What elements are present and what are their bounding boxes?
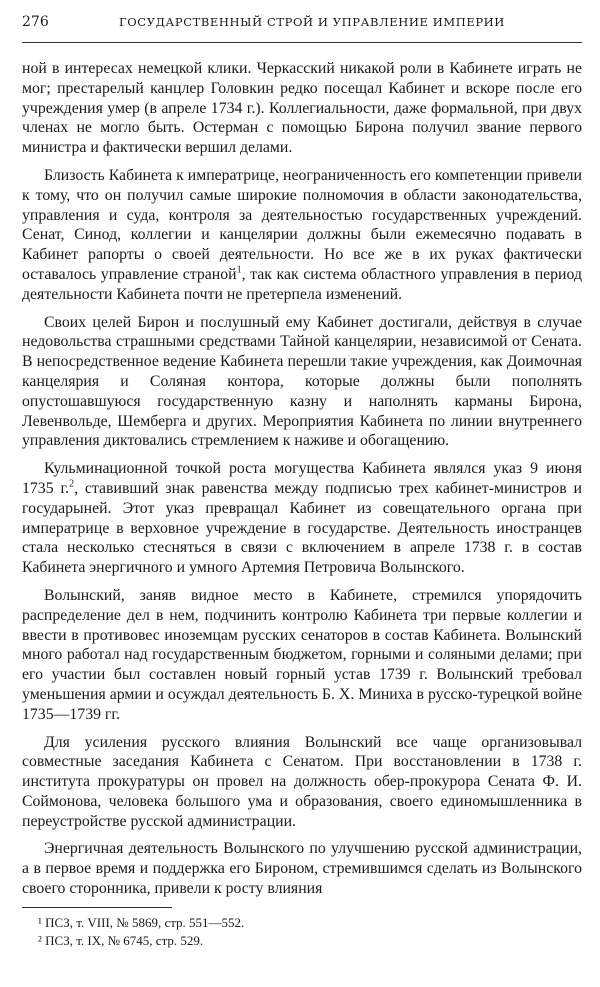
- footnote-reference-2[interactable]: 2: [69, 478, 75, 490]
- running-title: ГОСУДАРСТВЕННЫЙ СТРОЙ И УПРАВЛЕНИЕ ИМПЕРИИ: [119, 15, 505, 29]
- paragraph-volynsky-work: Волынский, заняв видное место в Кабинете, стремился упорядочить распределение дел в нем, подчинить контролю Кабинета три первые коллегии и ввести в противовес иноземцам русских сенаторов в состав Кабинета. Волынский много работал над государственным бюджетом, горными и соляными делами; при его участии был составлен новый горный устав 1739 г. Волынский требовал уменьшения армии и осуждал деятельность Б. Х. Миниха в русско-турецкой войне 1735—1739 гг.: [22, 586, 582, 723]
- running-head: [22, 14, 582, 43]
- paragraph-cabinet-powers: [22, 166, 582, 305]
- footnotes: [22, 914, 582, 950]
- paragraph-decree-1735: [22, 459, 582, 578]
- page-number: 276: [22, 14, 49, 30]
- footnote-2: ² ПСЗ, т. IX, № 6745, стр. 529.: [38, 932, 204, 948]
- paragraph-biron-goals: Своих целей Бирон и послушный ему Кабинет достигали, действуя в случае недовольства страшными средствами Тайной канцелярии, независимой от Сената. В непосредственное ведение Кабинета перешли такие учреждения, как Доимочная канцелярия и Соляная контора, которые должны были пополнять опустошавшуюся государственную казну и наполнять карманы Бирона, Левенвольде, Шемберга и других. Мероприятия Кабинета по линии внутреннего управления диктовались стремлением к наживе и обогащению.: [22, 313, 582, 450]
- paragraph-continuation: ной в интересах немецкой клики. Черкасский никакой роли в Кабинете играть не мог; престарелый канцлер Головкин редко посещал Кабинет и вскоре после его учреждения умер (в апреле 1734 г.). Коллегиальности, даже формальной, при двух членах не могло быть. Остерман с помощью Бирона получил звание первого министра и фактически вершил делами.: [22, 60, 582, 157]
- footnote-divider: [22, 907, 172, 908]
- footnote-1: ¹ ПСЗ, т. VIII, № 5869, стр. 551—552.: [38, 914, 245, 930]
- book-page: [22, 14, 582, 950]
- paragraph-senate-sessions: Для усиления русского влияния Волынский все чаще организовывал совместные заседания Кабинета с Сенатом. При восстановлении в 1738 г. института прокуратуры он провел на должность обер-прокурора Сената Ф. И. Соймонова, человека большого ума и образования, своего единомышленника в переустройстве русской администрации.: [22, 733, 582, 830]
- paragraph-text: , так как система областного управления в период деятельности Кабинета почти не претерпела изменений.: [22, 265, 582, 303]
- paragraph-text: , ставивший знак равенства между подписью трех кабинет-министров и государыней. Этот указ превращал Кабинет из совещательного органа при императрице в верховное учреждение в государстве. Деятельность иностранцев стала несколько стесняться в связи с включением в апреле 1738 г. в состав Кабинета энергичного и умного Артемия Петровича Волынского.: [22, 479, 582, 577]
- paragraph-text: Кульминационной точкой роста могущества Кабинета являлся указ 9 июня 1735 г.: [22, 460, 582, 497]
- paragraph-volynsky-influence: Энергичная деятельность Волынского по улучшению русской администрации, а в первое время и поддержка его Бироном, стремившимся сделать из Волынского своего сторонника, привели к росту влияния: [22, 840, 582, 898]
- paragraph-text: Близость Кабинета к императрице, неограниченность его компетенции привели к тому, что он получил самые широкие полномочия в области законодательства, управления и суда, контроля за деятельностью государственных учреждений. Сенат, Синод, коллегии и канцелярии должны были ежемесячно подавать в Кабинет рапорты о своей деятельности. Но все же в их руках фактически оставалось управление страной: [22, 166, 582, 283]
- footnote-reference-1[interactable]: 1: [236, 264, 242, 276]
- body-text: [22, 59, 582, 899]
